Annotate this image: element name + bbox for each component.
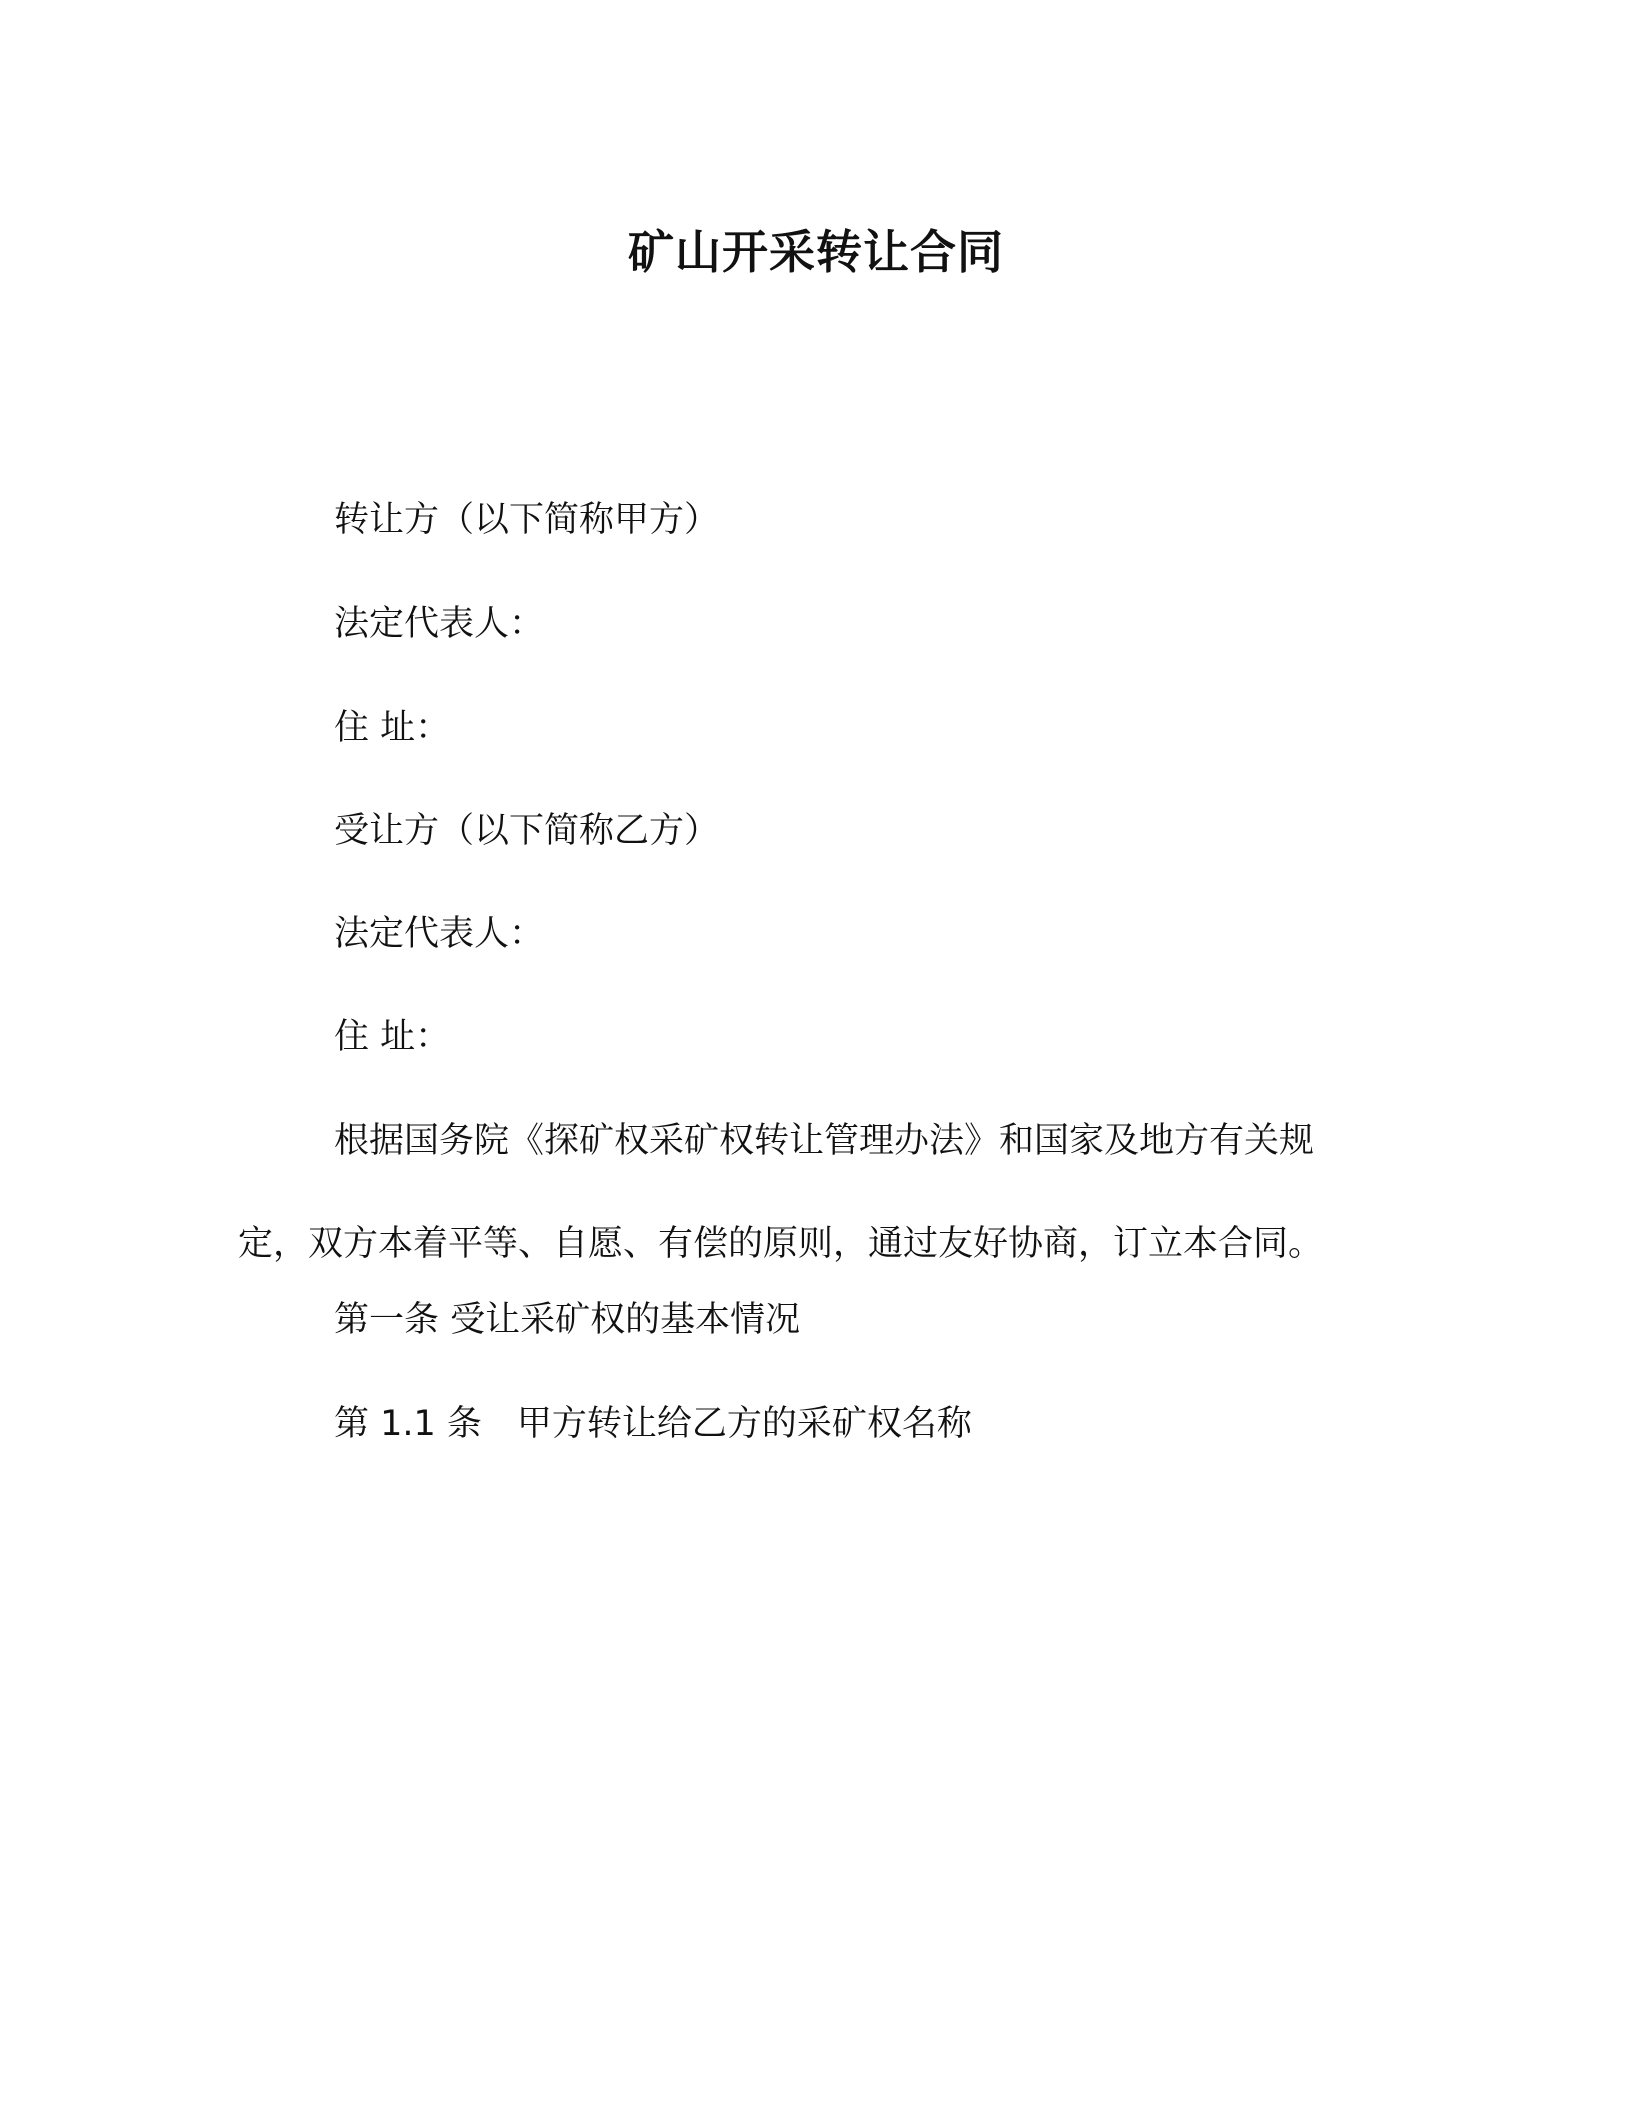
article-1-1-clause: 第 1.1 条 甲方转让给乙方的采矿权名称: [334, 1404, 972, 1444]
transferor-representative-label: 法定代表人：: [334, 604, 545, 644]
article-1-heading: 第一条 受让采矿权的基本情况: [334, 1300, 801, 1340]
document-title: 矿山开采转让合同: [628, 225, 1004, 279]
transferee-label: 受让方（以下简称乙方）: [334, 811, 720, 851]
transferor-label: 转让方（以下简称甲方）: [334, 500, 720, 540]
transferor-address-label: 住 址：: [334, 708, 451, 748]
preamble-paragraph: 根据国务院《探矿权采矿权转让管理办法》和国家及地方有关规定，双方本着平等、自愿、有偿的原则，通过友好协商，订立本合同。: [238, 1121, 1324, 1264]
transferee-address-label: 住 址：: [334, 1017, 451, 1057]
transferee-representative-label: 法定代表人：: [334, 914, 545, 954]
